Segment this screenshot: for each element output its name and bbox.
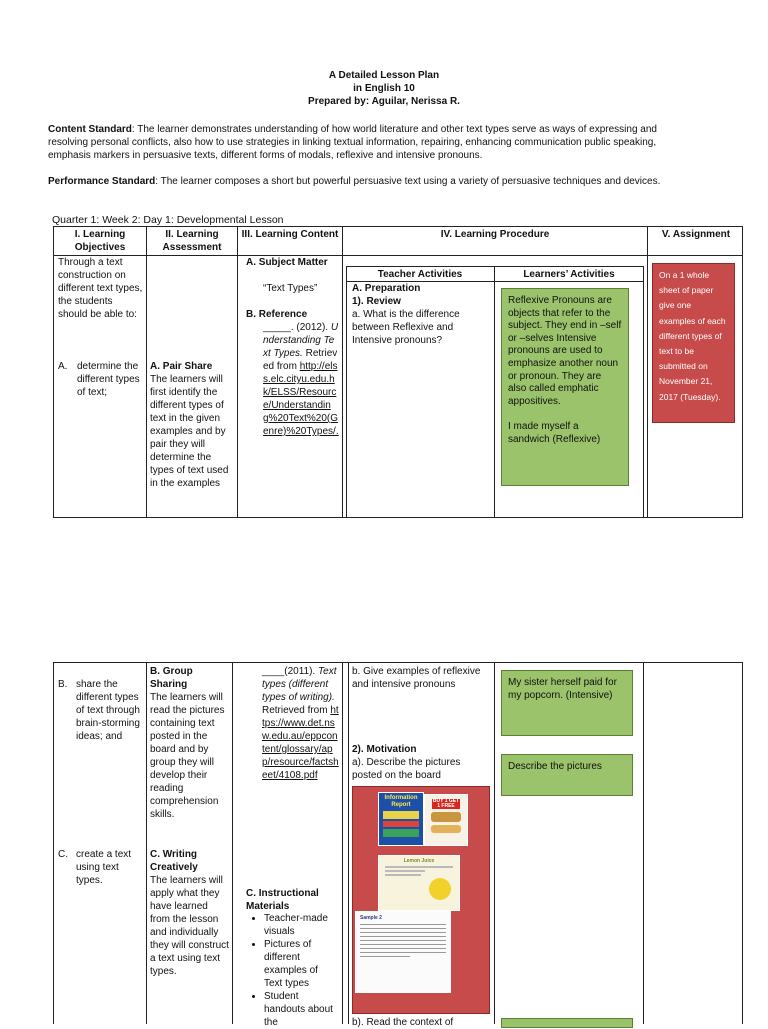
reference-2: [262, 665, 340, 782]
table1-col-divider: [342, 226, 343, 518]
information-report-poster: [378, 792, 424, 846]
ref1-blank: _____: [263, 322, 291, 333]
table1-top-border: [53, 226, 743, 227]
objective-b: share the different types of text through brain-storming ideas; and: [76, 679, 140, 742]
poster-4-text-line: [360, 944, 446, 945]
assessment-b-label: B. Group Sharing: [150, 666, 193, 690]
assessment-a-text: The learners will first identify the different types of text in the given examples and by pair they will determine the types of text used in the examples: [150, 374, 229, 489]
sample-text-poster: [355, 911, 451, 993]
objective-b-letter: B.: [58, 679, 68, 690]
materials-item: • Student handouts about the: [264, 990, 338, 1029]
objective-a-letter: A.: [58, 361, 68, 372]
col-header-procedure: IV. Learning Procedure: [440, 229, 550, 240]
buy-one-get-one-poster: [424, 794, 468, 846]
poster-1-image: [383, 811, 419, 819]
question-b: b. Give examples of reflexive and intensive pronouns: [352, 666, 481, 690]
col-header-assignment: V. Assignment: [661, 229, 731, 240]
poster-4-text-line: [360, 936, 446, 937]
ref1-year: . (2012).: [290, 322, 329, 333]
poster-3-text-line: [385, 870, 425, 872]
poster-2-image: [431, 825, 461, 833]
document-author: Prepared by: Aguilar, Nerissa R.: [308, 96, 460, 107]
materials-label: C. Instructional Materials: [246, 888, 319, 912]
motivation-question: a). Describe the pictures posted on the board: [352, 757, 461, 781]
poster-4-text-line: [360, 928, 446, 929]
poster-3-text-line: [385, 874, 421, 876]
col-header-content: III. Learning Content: [241, 229, 339, 240]
poster-1-image: [383, 821, 419, 827]
ref1-title: Understanding Text Types.: [263, 322, 339, 359]
learner-answer-1-example: I made myself a sandwich (Reflexive): [508, 421, 601, 445]
table2-col-divider: [742, 662, 743, 1024]
ref2-title: Text types (different types of writing).: [262, 666, 337, 703]
table1-col-divider: [53, 226, 54, 518]
poster-4-text-line: [360, 952, 446, 953]
table2-col-divider: [643, 662, 644, 1024]
table1-col-divider: [237, 226, 238, 518]
ref2-blank: ____: [262, 666, 285, 677]
table2-col-divider: [342, 662, 343, 1024]
content-a-label: A. Subject Matter: [246, 257, 328, 268]
procedure-inner-border: [494, 266, 495, 518]
procedure-inner-border: [346, 266, 347, 518]
objective-c: create a text using text types.: [76, 849, 132, 886]
document-subject: in English 10: [353, 83, 415, 94]
preparation-heading: A. Preparation: [352, 283, 421, 294]
assessment-a-label: A. Pair Share: [150, 361, 213, 372]
poster-2-text: BUY 1 GET 1 FREE: [432, 798, 460, 809]
ref1-url-link[interactable]: http://elss.elc.cityu.edu.hk/ELSS/Resource/Understanding%20Text%20(Genre)%20Types/.: [263, 361, 339, 437]
picture-board: [352, 786, 490, 1014]
objectives-intro: Through a text construction on different text types, the students should be able to:: [58, 257, 143, 320]
performance-standard-text: : The learner composes a short but powerful persuasive text using a variety of persuasive techniques and devices.: [155, 176, 661, 187]
table2-col-divider: [232, 662, 233, 1024]
poster-2-image: [431, 812, 461, 822]
poster-4-title: Sample 2: [360, 915, 382, 921]
col-header-objectives: I. Learning Objectives: [74, 229, 126, 253]
table2-col-divider: [494, 662, 495, 1024]
content-standard: [48, 123, 688, 162]
objective-c-letter: C.: [58, 849, 68, 860]
learners-activities-header: Learners’ Activities: [523, 269, 615, 280]
learner-answer-1-text: Reflexive Pronouns are objects that refer to the subject. They end in –self or –selves Intensive pronouns are used to emphasize another noun or pronoun. They are also called emphatic appositives.: [508, 295, 622, 407]
content-standard-text: : The learner demonstrates understanding of how world literature and other text types serve as ways of expressing and resolving personal conflicts, also how to use strategies in linking textual information, repairing, enhancing communication public speaking, emphasis markers in persuasive texts, different forms of modals, reflexive and intensive pronouns.: [48, 124, 657, 161]
table2-col-divider: [146, 662, 147, 1024]
performance-standard-label: Performance Standard: [48, 176, 156, 187]
assignment-box: On a 1 whole sheet of paper give one examples of each different types of text to be submitted on November 21, 2017 (Tuesday).: [652, 263, 735, 423]
reference-1: [263, 321, 339, 438]
content-b-label: B. Reference: [246, 309, 308, 320]
poster-4-text-line: [360, 924, 446, 925]
question-read-context: b). Read the context of: [352, 1017, 454, 1028]
col-header-assessment: II. Learning Assessment: [162, 229, 222, 253]
assessment-c-text: The learners will apply what they have learned from the lesson and individually they will construct a text using text types.: [150, 875, 229, 977]
poster-4-text-line: [360, 940, 446, 941]
materials-item: • Pictures of different examples of Text types: [264, 938, 338, 990]
ref1-retrieved: Retrieved from: [263, 348, 338, 372]
table1-col-divider: [146, 226, 147, 518]
poster-4-text-line: [360, 948, 446, 949]
table1-col-divider: [647, 226, 648, 518]
table1-bottom-border: [53, 517, 743, 518]
ref2-retrieved: Retrieved from: [262, 705, 328, 716]
learner-answer-box-2: My sister herself paid for my popcorn. (Intensive): [501, 670, 633, 736]
performance-standard: [48, 175, 688, 188]
poster-4-text-line: [360, 956, 410, 957]
objective-a: determine the different types of text;: [77, 361, 140, 398]
document-title: A Detailed Lesson Plan: [328, 70, 440, 81]
assessment-c-label: C. Writing Creatively: [150, 849, 198, 873]
table1-header-bottom-border: [53, 255, 743, 256]
review-question: a. What is the difference between Reflexive and Intensive pronouns?: [352, 309, 460, 346]
teacher-activities-header: Teacher Activities: [377, 269, 463, 280]
ref2-year: (2011).: [284, 666, 316, 677]
quarter-line: Quarter 1: Week 2: Day 1: Developmental Lesson: [52, 214, 284, 226]
table2-col-divider: [53, 662, 54, 1024]
poster-3-text-line: [385, 866, 453, 868]
poster-1-title: Information Report: [384, 795, 418, 808]
learner-answer-box-1: [501, 288, 629, 486]
motivation-heading: 2). Motivation: [352, 744, 417, 755]
table2-top-border: [53, 662, 743, 663]
ref2-url-link[interactable]: https://www.det.nsw.edu.au/eppcontent/glossary/app/resource/factsheet/4108.pdf: [262, 705, 339, 781]
assessment-b-text: The learners will read the pictures containing text posted in the board and by group they will develop their reading comprehension skills.: [150, 692, 225, 820]
procedure-inner-border: [346, 266, 644, 267]
review-heading: 1). Review: [352, 296, 401, 307]
poster-4-text-line: [360, 932, 446, 933]
table1-col-divider: [742, 226, 743, 518]
lemon-icon: [429, 878, 451, 900]
lemon-recipe-poster: [378, 855, 460, 911]
poster-3-title: Lemon Juice: [403, 858, 435, 864]
content-a-text: “Text Types”: [263, 283, 318, 294]
poster-1-image: [383, 829, 419, 837]
materials-list: [252, 912, 338, 1029]
table2-col-divider: [348, 662, 349, 1024]
content-standard-label: Content Standard: [48, 124, 132, 135]
materials-item: • Teacher-made visuals: [264, 912, 338, 938]
learner-answer-box-3: Describe the pictures: [501, 754, 633, 796]
learner-answer-box-4: [501, 1018, 633, 1028]
procedure-inner-border: [643, 266, 644, 518]
